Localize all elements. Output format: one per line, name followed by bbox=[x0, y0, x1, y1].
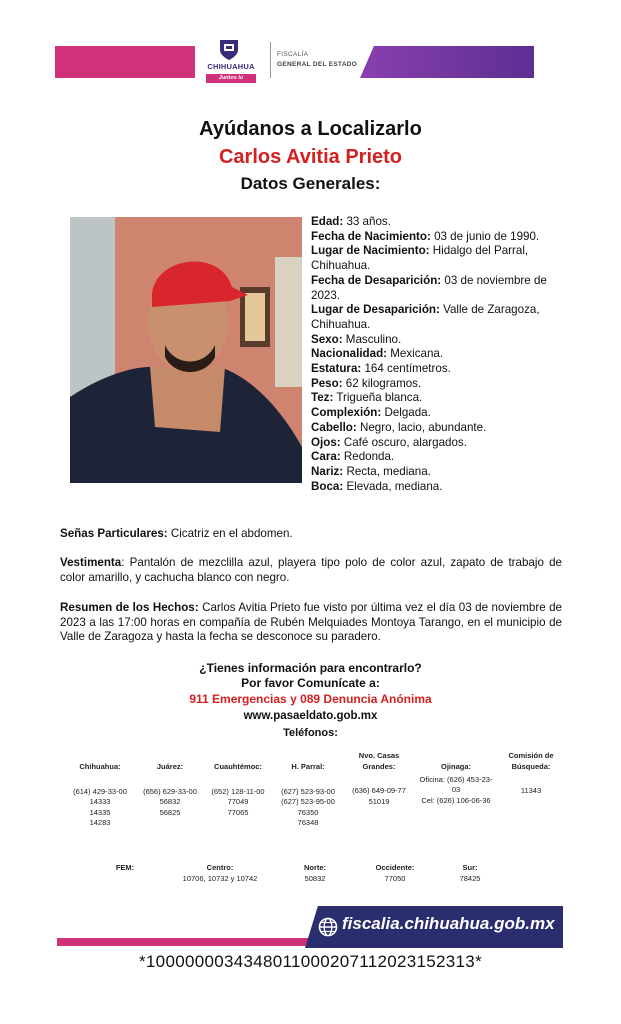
agency-name: FISCALÍA GENERAL DEL ESTADO bbox=[277, 51, 358, 68]
detail-height: Estatura: 164 centímetros. bbox=[311, 362, 451, 376]
state-name: CHIHUAHUA bbox=[207, 62, 255, 71]
distinguishing-marks: Señas Particulares: Cicatriz en el abdomen. bbox=[60, 527, 293, 540]
contact-question: ¿Tienes información para encontrarlo? bbox=[199, 661, 422, 675]
footer-url[interactable]: fiscalia.chihuahua.gob.mx bbox=[342, 914, 555, 933]
detail-hair: Cabello: Negro, lacio, abundante. bbox=[311, 420, 487, 434]
detail-weight: Peso: 62 kilogramos. bbox=[311, 376, 422, 390]
person-photo bbox=[70, 217, 302, 483]
missing-person-name: Carlos Avitia Prieto bbox=[218, 146, 403, 168]
website-link[interactable]: www.pasaeldato.gob.mx bbox=[243, 710, 378, 722]
phones-chihuahua: Chihuahua: (614) 429-33-00 14333 14335 14283 bbox=[73, 762, 127, 827]
detail-age: Edad: 33 años. bbox=[311, 215, 391, 228]
contact-please: Por favor Comunícate a: bbox=[241, 676, 380, 690]
detail-nose: Nariz: Recta, mediana. bbox=[311, 464, 431, 478]
fem-occidente: Occidente: 77050 bbox=[375, 863, 415, 883]
document-barcode-text: *1000000034348011000207112023152313* bbox=[139, 952, 482, 971]
phones-juarez: Juárez: (656) 629-33-00 56832 56825 bbox=[143, 762, 197, 817]
fem-sur: Sur: 78425 bbox=[459, 863, 481, 883]
phones-parral: H. Parral: (627) 523-93-00 (627) 523-95-00 76350 76348 bbox=[281, 762, 335, 827]
details-list bbox=[311, 215, 561, 496]
state-tagline: Juntos lo podemos bbox=[206, 74, 256, 83]
phones-title: Teléfonos: bbox=[283, 727, 338, 739]
emergency-numbers: 911 Emergencias y 089 Denuncia Anónima bbox=[189, 692, 432, 706]
section-subtitle: Datos Generales: bbox=[240, 174, 381, 193]
detail-eyes: Ojos: Café oscuro, alargados. bbox=[311, 435, 467, 449]
shield-icon bbox=[218, 38, 240, 62]
phones-cuauhtemoc: Cuauhtémoc: (652) 128-11-00 77049 77065 bbox=[211, 762, 265, 817]
globe-icon bbox=[318, 917, 338, 937]
header-magenta-band bbox=[55, 46, 205, 78]
header-purple-band bbox=[360, 46, 534, 78]
header-divider bbox=[270, 42, 271, 78]
detail-birthplace: Lugar de Nacimiento: Hidalgo del Parral, Chihuahua. bbox=[311, 244, 529, 273]
fem-centro: Centro: 10706, 10732 y 10742 bbox=[182, 863, 258, 883]
fem-label: FEM: bbox=[115, 863, 135, 872]
detail-disappearance-date: Fecha de Desaparición: 03 de noviembre de 2023. bbox=[311, 273, 547, 302]
phones-busqueda: Comisión de Búsqueda: 11343 bbox=[508, 751, 554, 795]
phones-casas-grandes: Nvo. Casas Grandes: (636) 649-09-77 51019 bbox=[352, 751, 406, 806]
detail-face: Cara: Redonda. bbox=[311, 450, 395, 464]
detail-nationality: Nacionalidad: Mexicana. bbox=[311, 347, 444, 361]
detail-birthdate: Fecha de Nacimiento: 03 de junio de 1990. bbox=[311, 229, 540, 243]
incident-summary: Resumen de los Hechos: Carlos Avitia Prieto fue visto por última vez el día 03 de noviembre de 2023 a las 17:00 horas en compañía de Rubén Melquiades Montoya Tarango, en el municipio de Valle de Zaragoza y hasta la fecha se desconoce su paradero. bbox=[60, 601, 563, 643]
fem-norte: Norte: 50832 bbox=[303, 863, 327, 883]
detail-build: Complexión: Delgada. bbox=[311, 406, 431, 420]
detail-disappearance-place: Lugar de Desaparición: Valle de Zaragoza, Chihuahua. bbox=[311, 303, 540, 331]
detail-sex: Sexo: Masculino. bbox=[311, 332, 402, 346]
phones-ojinaga: Ojinaga: Oficina: (626) 453-23-03 Cel: (626) 106-06-36 bbox=[419, 762, 493, 805]
page-title: Ayúdanos a Localizarlo bbox=[199, 118, 422, 140]
detail-skin: Tez: Trigueña blanca. bbox=[311, 391, 423, 405]
detail-mouth: Boca: Elevada, mediana. bbox=[311, 479, 443, 493]
clothing: Vestimenta: Pantalón de mezclilla azul, playera tipo polo de color azul, zapato de trabajo de color amarillo, y cachucha blanco con negro. bbox=[60, 556, 562, 584]
